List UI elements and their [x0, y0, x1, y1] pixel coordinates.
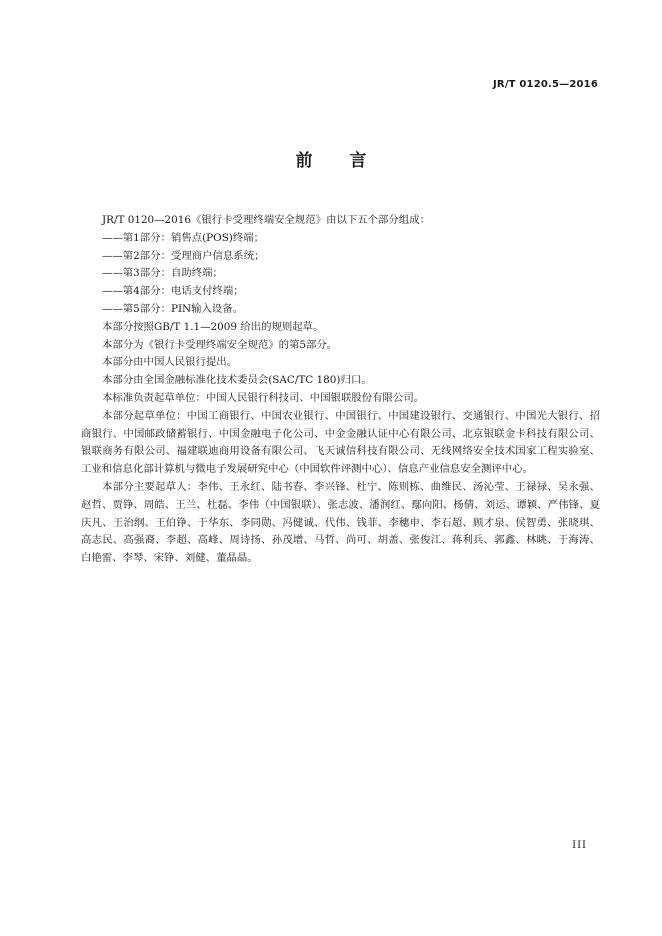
- paragraph-drafters: 本部分主要起草人：李伟、王永红、陆书春、李兴锋、杜宁、陈则栋、曲维民、汤沁莹、王禄禄、吴永强、赵哲、贾铮、周皓、王兰、杜磊、李伟（中国银联）、张志波、潘润红、鄢向阳、杨倩、刘运、谭颖、严伟锋、夏庆凡、王治纲、王伯铮、于华东、李同勋、冯健诚、代伟、钱菲、李穗申、李石超、顾才泉、侯智勇、张晓琪、高志民、高强裔、李超、高峰、周诗扬、孙茂增、马哲、尚可、胡盖、张俊江、蒋利兵、郭鑫、林眺、于海涛、白艳雷、李琴、宋铮、刘健、董晶晶。: [81, 480, 600, 565]
- paragraph-intro: JR/T 0120—2016《银行卡受理终端安全规范》由以下五个部分组成：: [102, 214, 430, 226]
- foreword-body: [81, 212, 600, 568]
- page-title: 前 言: [295, 151, 377, 171]
- paragraph-proposed-by: 本部分由中国人民银行提出。: [102, 356, 238, 369]
- standard-code-header: JR/T 0120.5—2016: [493, 79, 598, 90]
- paragraph-drafting-units: 本部分起草单位：中国工商银行、中国农业银行、中国银行、中国建设银行、交通银行、中国光大银行、招商银行、中国邮政储蓄银行、中国金融电子化公司、中金金融认证中心有限公司、北京银联金卡科技有限公司、银联商务有限公司、福建联迪商用设备有限公司、飞天诚信科技有限公司、无线网络安全技术国家工程实验室、工业和信息化部计算机与微电子发展研究中心（中国软件评测中心）、信息产业信息安全测评中心。: [81, 409, 600, 476]
- list-item-part-3: ——第3部分：自助终端；: [102, 267, 223, 280]
- list-item-part-4: ——第4部分：电话支付终端；: [102, 285, 244, 298]
- page-number: III: [572, 840, 587, 851]
- paragraph-drafting-rules: 本部分按照GB/T 1.1—2009 给出的规则起草。: [102, 320, 324, 333]
- paragraph-responsible-units: 本标准负责起草单位：中国人民银行科技司、中国银联股份有限公司。: [102, 391, 425, 404]
- list-item-part-2: ——第2部分：受理商户信息系统；: [102, 249, 265, 262]
- paragraph-part-of-standard: 本部分为《银行卡受理终端安全规范》的第5部分。: [102, 338, 338, 351]
- list-item-part-1: ——第1部分：销售点(POS)终端；: [102, 231, 265, 244]
- paragraph-managed-by: 本部分由全国金融标准化技术委员会(SAC/TC 180)归口。: [102, 374, 372, 387]
- list-item-part-5: ——第5部分：PIN输入设备。: [102, 302, 244, 315]
